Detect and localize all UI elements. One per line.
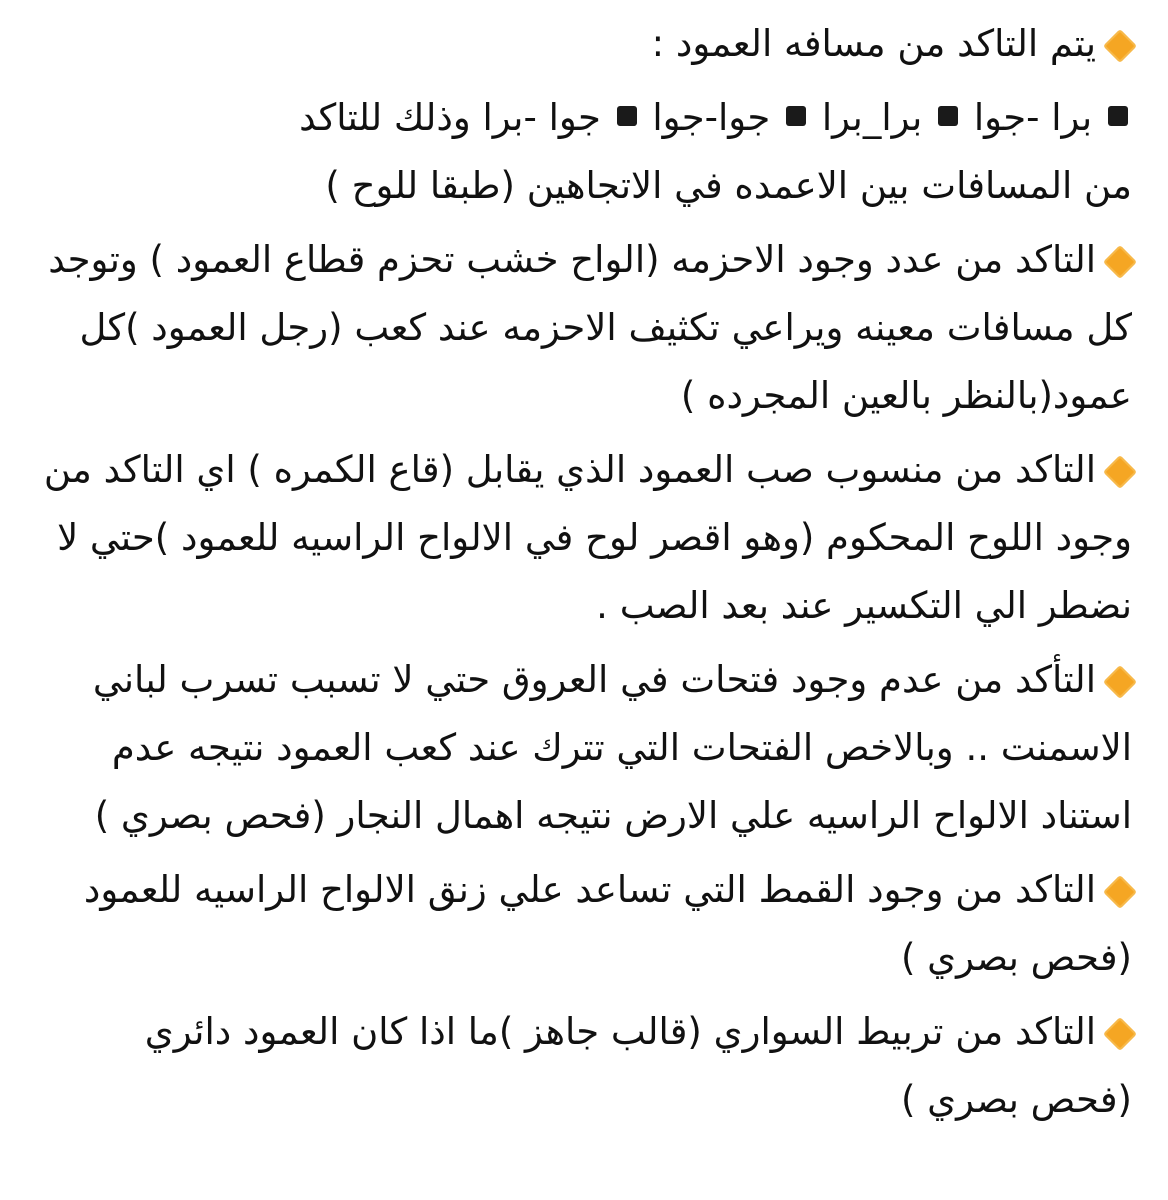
orange-diamond-icon	[1103, 875, 1137, 909]
orange-diamond-icon	[1103, 245, 1137, 279]
item-text: يتم التاكد من مسافه العمود :	[651, 22, 1096, 65]
orange-diamond-icon	[1103, 29, 1137, 63]
checklist-item-belts	[36, 226, 1132, 430]
orange-diamond-icon	[1103, 665, 1137, 699]
black-square-icon	[938, 106, 958, 126]
orange-diamond-icon	[1103, 455, 1137, 489]
black-square-icon	[617, 106, 637, 126]
orange-diamond-icon	[1103, 1017, 1137, 1051]
item-text: التاكد من تربيط السواري (قالب جاهز )ما اذا كان العمود دائري (فحص بصري )	[144, 1010, 1132, 1121]
checklist-item-circular-column	[36, 998, 1132, 1134]
item-text: التاكد من وجود القمط التي تساعد علي زنق الالواح الراسيه للعمود (فحص بصري )	[83, 868, 1132, 979]
item-text: من المسافات بين الاعمده في الاتجاهين (طبقا للوح )	[325, 164, 1132, 207]
black-square-icon	[1108, 106, 1128, 126]
checklist-item-spacing-sequence	[36, 84, 1132, 220]
checklist-item-column-spacing	[36, 10, 1132, 78]
checklist-item-openings	[36, 646, 1132, 850]
checklist-item-clamps	[36, 856, 1132, 992]
checklist-item-pour-level	[36, 436, 1132, 640]
item-text: التاكد من منسوب صب العمود الذي يقابل (قاع الكمره ) اي التاكد من وجود اللوح المحكوم (وهو اقصر لوح في الالواح الراسيه للعمود )حتي لا نضطر الي التكسير عند بعد الصب .	[43, 448, 1132, 627]
black-square-icon	[786, 106, 806, 126]
item-text: التأكد من عدم وجود فتحات في العروق حتي لا تسبب تسرب لباني الاسمنت .. وبالاخص الفتحات التي تترك عند كعب العمود نتيجه عدم استناد الالواح الراسيه علي الارض نتيجه اهمال النجار (فحص بصري )	[92, 658, 1132, 837]
item-text: التاكد من عدد وجود الاحزمه (الواح خشب تحزم قطاع العمود ) وتوجد كل مسافات معينه ويراعي تكثيف الاحزمه عند كعب (رجل العمود )كل عمود(بالنظر بالعين المجرده )	[48, 238, 1132, 417]
sequence-term: برا_برا	[821, 96, 923, 139]
sequence-term: برا -جوا	[973, 96, 1093, 139]
sequence-term: جوا -برا وذلك للتاكد	[299, 96, 601, 139]
sequence-term: جوا-جوا	[652, 96, 771, 139]
